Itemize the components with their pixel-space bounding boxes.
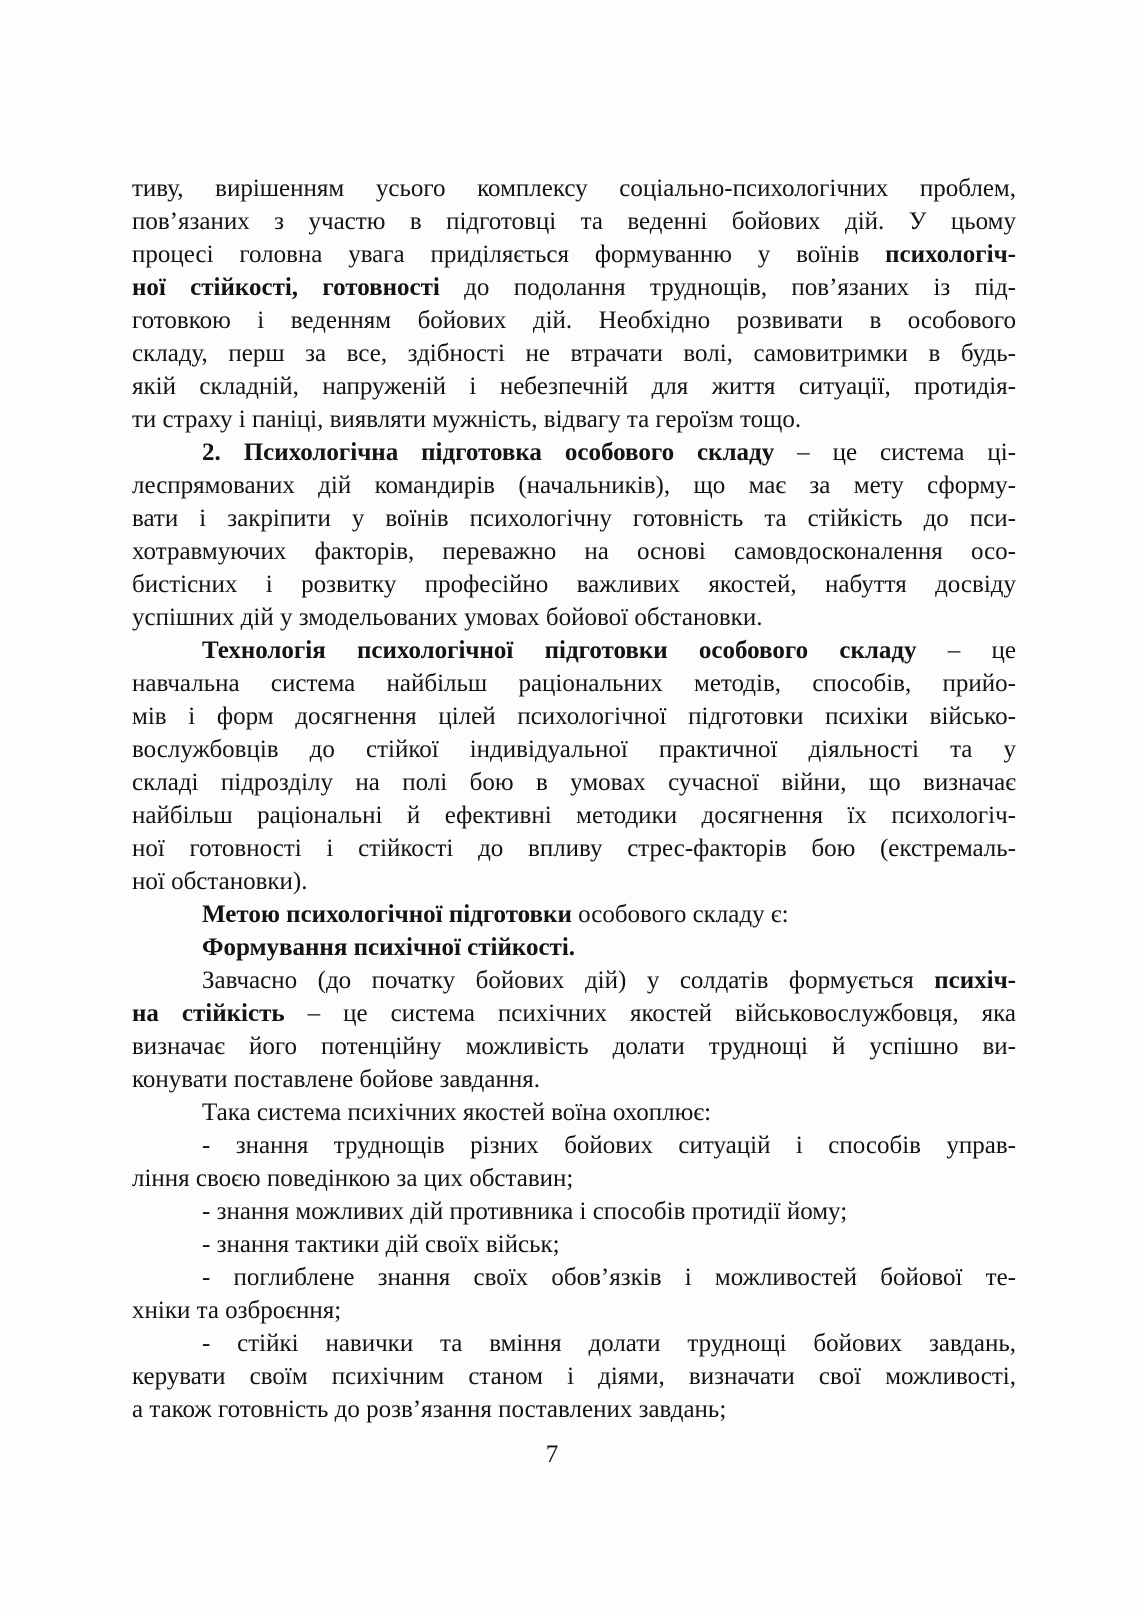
text-run: до подолання труднощів, пов’язаних із під- <box>439 274 1017 301</box>
text-line <box>132 1393 1016 1426</box>
text-run: ної обстановки). <box>132 868 308 895</box>
text-run: навчальна система найбільш раціональних методів, способів, прийо- <box>132 670 1016 697</box>
text-run: керувати своїм психічним станом і діями, визначати свої можливості, <box>132 1363 1016 1390</box>
text-line <box>132 469 1016 502</box>
page-number: 7 <box>545 1441 559 1468</box>
bold-text-run: психіч- <box>934 967 1016 994</box>
text-run: складі підрозділу на полі бою в умовах сучасної війни, що визначає <box>132 769 1016 796</box>
text-line <box>132 832 1016 865</box>
text-run: а також готовність до розв’язання поставлених завдань; <box>132 1396 727 1423</box>
text-run: хніки та озброєння; <box>132 1297 342 1324</box>
bold-text-run: Технологія психологічної підготовки особового складу <box>202 637 917 664</box>
body-text-block <box>132 172 1016 1426</box>
text-run: пов’язаних з участю в підготовці та веденні бойових дій. У цьому <box>132 208 1016 235</box>
text-line <box>132 865 1016 898</box>
bold-text-run: 2. Психологічна підготовка особового складу <box>202 439 775 466</box>
text-run: бистісних і розвитку професійно важливих якостей, набуття досвіду <box>132 571 1016 598</box>
text-line <box>132 535 1016 568</box>
text-line <box>132 271 1016 304</box>
text-run: - знання тактики дій своїх військ; <box>202 1231 560 1258</box>
bold-text-run: Формування психічної стійкості. <box>202 934 576 961</box>
text-line <box>132 1360 1016 1393</box>
text-run: вослужбовців до стійкої індивідуальної практичної діяльності та у <box>132 736 1016 763</box>
text-line <box>132 601 1016 634</box>
text-line <box>132 733 1016 766</box>
text-run: – це <box>916 637 1016 664</box>
text-run: – це система психічних якостей військовослужбовця, яка <box>284 1000 1017 1027</box>
bold-text-run: на стійкість <box>132 1000 285 1027</box>
text-run: тиву, вирішенням усього комплексу соціально-психологічних проблем, <box>132 175 1016 202</box>
text-line <box>132 436 1016 469</box>
text-line <box>132 502 1016 535</box>
text-line <box>132 238 1016 271</box>
text-line <box>132 1327 1016 1360</box>
text-line <box>132 1096 1016 1129</box>
text-line <box>132 964 1016 997</box>
text-run: Завчасно (до початку бойових дій) у солдатів формується <box>202 967 935 994</box>
text-line <box>132 667 1016 700</box>
text-line <box>132 931 1016 964</box>
text-line <box>132 766 1016 799</box>
text-line <box>132 403 1016 436</box>
text-line <box>132 1261 1016 1294</box>
text-run: - стійкі навички та вміння долати труднощі бойових завдань, <box>202 1330 1016 1357</box>
text-line <box>132 1129 1016 1162</box>
text-line <box>132 1063 1016 1096</box>
text-line <box>132 172 1016 205</box>
text-run: складу, перш за все, здібності не втрачати волі, самовитримки в будь- <box>132 340 1016 367</box>
text-run: успішних дій у змодельованих умовах бойової обстановки. <box>132 604 763 631</box>
bold-text-run: психологіч- <box>885 241 1016 268</box>
text-line <box>132 337 1016 370</box>
text-line <box>132 205 1016 238</box>
text-run: вати і закріпити у воїнів психологічну готовність та стійкість до пси- <box>132 505 1016 532</box>
text-run: якій складній, напруженій і небезпечній для життя ситуації, протидія- <box>132 373 1016 400</box>
text-line <box>132 700 1016 733</box>
text-run: - знання труднощів різних бойових ситуацій і способів управ- <box>202 1132 1016 1159</box>
text-line <box>132 634 1016 667</box>
text-line <box>132 1294 1016 1327</box>
text-line <box>132 1030 1016 1063</box>
text-run: ти страху і паніці, виявляти мужність, відвагу та героїзм тощо. <box>132 406 802 433</box>
text-run: - поглиблене знання своїх обов’язків і можливостей бойової те- <box>202 1264 1016 1291</box>
text-line <box>132 997 1016 1030</box>
text-run: ління своєю поведінкою за цих обставин; <box>132 1165 574 1192</box>
text-run: - знання можливих дій противника і способів протидії йому; <box>202 1198 848 1225</box>
text-run: Така система психічних якостей воїна охоплює: <box>202 1099 712 1126</box>
text-line <box>132 799 1016 832</box>
text-line <box>132 568 1016 601</box>
text-run: готовкою і веденням бойових дій. Необхідно розвивати в особового <box>132 307 1016 334</box>
bold-text-run: Метою психологічної підготовки <box>202 901 572 928</box>
text-run: хотравмуючих факторів, переважно на основі самовдосконалення осо- <box>132 538 1016 565</box>
bold-text-run: ної стійкості, готовності <box>132 274 440 301</box>
text-run: конувати поставлене бойове завдання. <box>132 1066 541 1093</box>
text-line <box>132 1195 1016 1228</box>
text-run: процесі головна увага приділяється формуванню у воїнів <box>132 241 886 268</box>
text-run: ної готовності і стійкості до впливу стрес-факторів бою (екстремаль- <box>132 835 1016 862</box>
text-line <box>132 1228 1016 1261</box>
text-line <box>132 898 1016 931</box>
text-run: визначає його потенційну можливість долати труднощі й успішно ви- <box>132 1033 1016 1060</box>
text-run: леспрямованих дій командирів (начальників), що має за мету сформу- <box>132 472 1016 499</box>
text-run: особового складу є: <box>571 901 789 928</box>
text-line <box>132 304 1016 337</box>
text-run: мів і форм досягнення цілей психологічної підготовки психіки військо- <box>132 703 1016 730</box>
text-line <box>132 370 1016 403</box>
text-run: найбільш раціональні й ефективні методики досягнення їх психологіч- <box>132 802 1016 829</box>
text-run: – це система ці- <box>774 439 1016 466</box>
text-line <box>132 1162 1016 1195</box>
